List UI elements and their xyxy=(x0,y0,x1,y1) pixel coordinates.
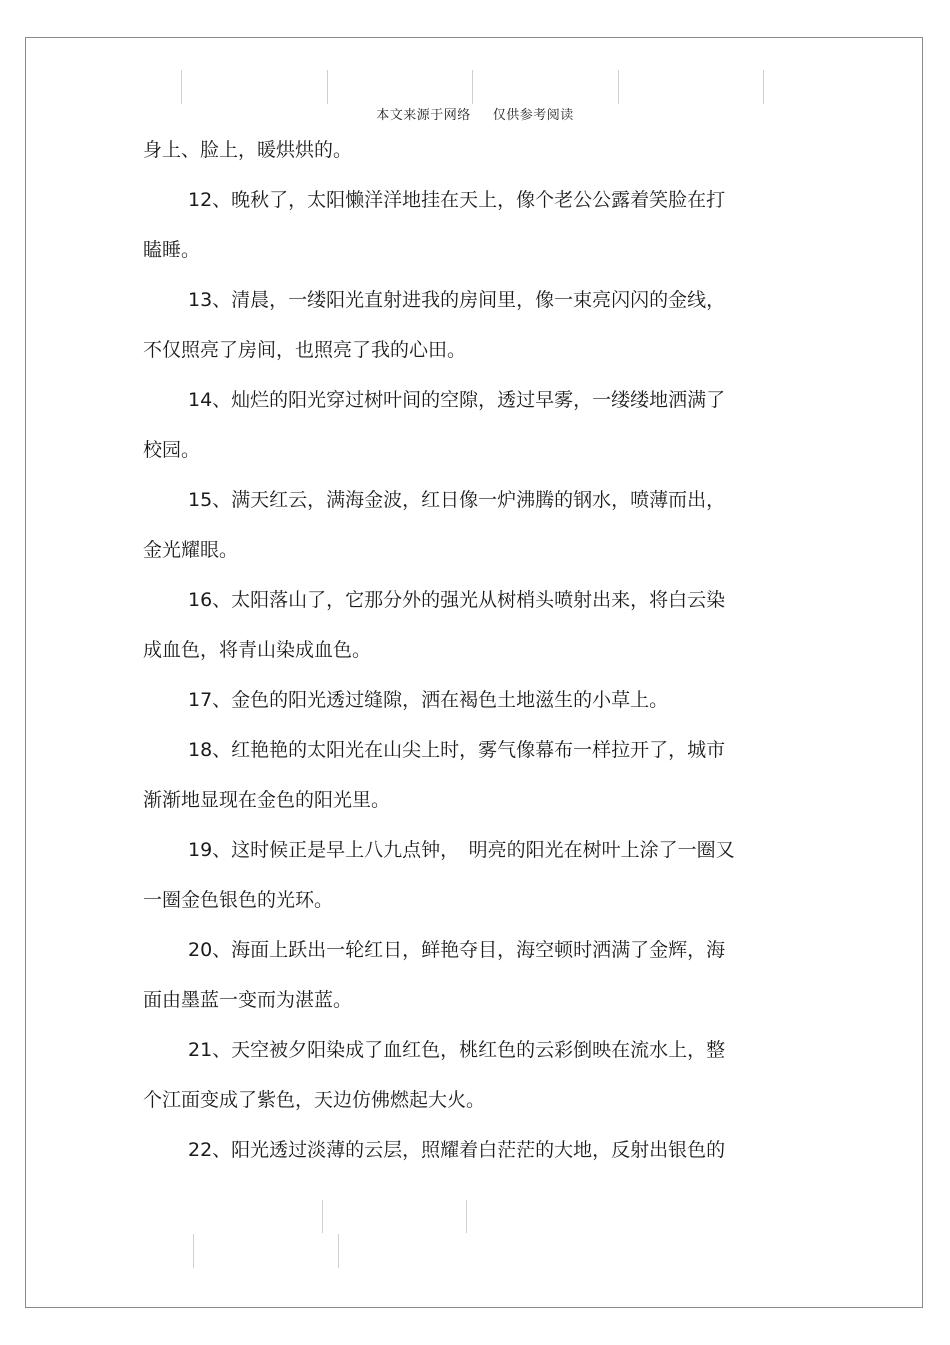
text-line: 13、清晨，一缕阳光直射进我的房间里，像一束亮闪闪的金线， xyxy=(188,289,726,311)
bottom-rule-mark xyxy=(466,1200,467,1233)
text-line: 15、满天红云，满海金波，红日像一炉沸腾的钢水，喷薄而出， xyxy=(188,489,726,511)
text-line: 22、阳光透过淡薄的云层，照耀着白茫茫的大地，反射出银色的 xyxy=(188,1139,726,1161)
text-line: 19、这时候正是早上八九点钟， 明亮的阳光在树叶上涂了一圈又 xyxy=(188,839,735,861)
text-line: 身上、脸上，暖烘烘的。 xyxy=(143,139,353,161)
text-line: 20、海面上跃出一轮红日，鲜艳夺目，海空顿时洒满了金辉，海 xyxy=(188,939,726,961)
text-line: 21、天空被夕阳染成了血红色，桃红色的云彩倒映在流水上，整 xyxy=(188,1039,726,1061)
page-header-note xyxy=(0,104,950,123)
document-body xyxy=(143,125,793,1175)
top-rule-mark xyxy=(327,70,328,104)
text-line: 校园。 xyxy=(143,439,201,461)
top-rule-mark xyxy=(181,70,182,104)
text-line: 渐渐地显现在金色的阳光里。 xyxy=(143,789,391,811)
bottom-rule-mark xyxy=(193,1234,194,1268)
source-note: 本文来源于网络 xyxy=(376,108,471,123)
bottom-rule-mark xyxy=(338,1234,339,1268)
text-line: 17、金色的阳光透过缝隙，洒在褐色土地滋生的小草上。 xyxy=(188,689,669,711)
top-rule-mark xyxy=(472,70,473,104)
text-line: 12、晚秋了，太阳懒洋洋地挂在天上，像个老公公露着笑脸在打 xyxy=(188,189,726,211)
top-rule-mark xyxy=(763,70,764,104)
text-line: 金光耀眼。 xyxy=(143,539,239,561)
text-line: 一圈金色银色的光环。 xyxy=(143,889,334,911)
reference-note: 仅供参考阅读 xyxy=(492,108,574,123)
text-line: 14、灿烂的阳光穿过树叶间的空隙，透过早雾，一缕缕地洒满了 xyxy=(188,389,726,411)
text-line: 不仅照亮了房间，也照亮了我的心田。 xyxy=(143,339,467,361)
text-line: 瞌睡。 xyxy=(143,239,201,261)
bottom-rule-mark xyxy=(322,1200,323,1233)
top-rule-mark xyxy=(618,70,619,104)
text-line: 面由墨蓝一变而为湛蓝。 xyxy=(143,989,353,1011)
text-line: 16、太阳落山了，它那分外的强光从树梢头喷射出来，将白云染 xyxy=(188,589,726,611)
text-line: 成血色，将青山染成血色。 xyxy=(143,639,372,661)
text-line: 个江面变成了紫色，天边仿佛燃起大火。 xyxy=(143,1089,486,1111)
text-line: 18、红艳艳的太阳光在山尖上时，雾气像幕布一样拉开了，城市 xyxy=(188,739,726,761)
